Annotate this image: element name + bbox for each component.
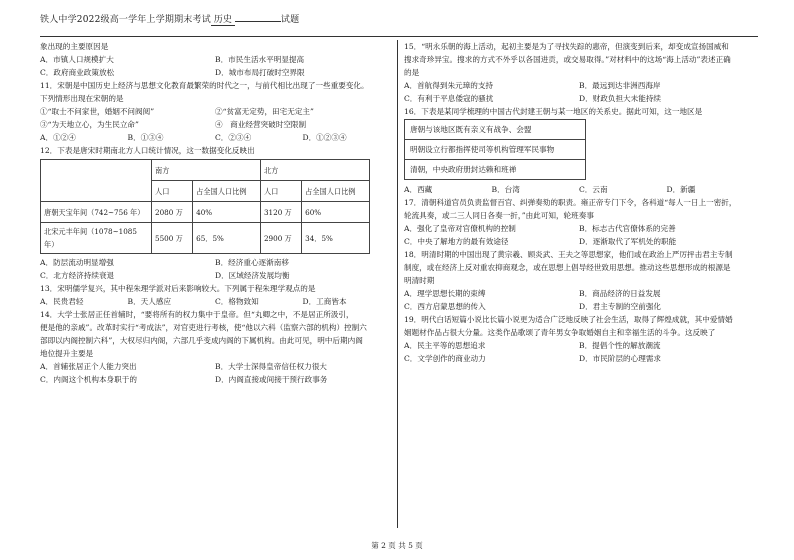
q17-stem: 17．清朝科道官员负责监督百官、纠弹奏劾的职责。雍正帝专门下令，各科道“每人一日上一密折， <box>404 198 737 207</box>
table-cell: 5500 万 <box>152 223 193 254</box>
q16-box-tang: 唐朝与该地区既有亲义有战争、会盟 <box>404 119 586 140</box>
table-cell: 2900 万 <box>260 223 301 254</box>
q14-options-row2 <box>40 373 390 386</box>
q10-options-row1 <box>40 53 390 66</box>
q15-options-row1 <box>404 79 754 92</box>
exam-title: 铁人中学2022级高一学年上学期期末考试 <box>40 15 211 25</box>
q14-stem: 14．大学士张居正任首辅时，“要将所有的权力集中于皇帝。但“丸卿之中，不是居正所汲引， <box>40 310 354 319</box>
q16-option-c: C．云南 <box>579 185 608 194</box>
q19-stem: 19．明代白话短篇小说比长篇小说更为适合广泛地反映了社会生活，取得了辉煌成就，其中爱情婚 <box>404 315 733 324</box>
table-row <box>41 202 370 223</box>
q17-option-b: B．标志古代官僚体系的完善 <box>579 224 676 233</box>
q18-stem-line2: 制度，或在经济上反对重农抑商观念，或在思想上倡导经世致用思想。推动这些思想形成的根源是 <box>404 263 731 272</box>
page-number: 第 2 页 共 5 页 <box>371 541 423 550</box>
q10-option-d: D．城市布局打破时空界限 <box>215 68 305 77</box>
right-column <box>404 40 754 365</box>
q19-option-a: A．民主平等的思想追求 <box>404 341 486 350</box>
q18-option-d: D．君主专制的空前强化 <box>579 302 662 311</box>
table-cell: 40% <box>193 202 261 223</box>
q11-stem: 11．宋朝是中国历史上经济与思想文化教育最繁荣的时代之一，与前代相比出现了一些重要变化。 <box>40 81 369 90</box>
left-column <box>40 40 390 386</box>
header-rule <box>40 36 758 37</box>
q16-option-b: B．台湾 <box>491 185 520 194</box>
q10-option-b: B．市民生活水平明显提高 <box>215 55 305 64</box>
q16-options <box>404 183 754 196</box>
q15-option-d: D．财政负担大未能持续 <box>579 94 662 103</box>
q11-option-b: B．①③④ <box>127 133 164 142</box>
table-cell: 3120 万 <box>260 202 301 223</box>
q11-options <box>40 131 390 144</box>
q13-options <box>40 295 390 308</box>
column-divider <box>397 40 398 528</box>
q18-options-row1 <box>404 287 754 300</box>
q17-option-d: D．逐渐取代了军机处的职能 <box>579 237 677 246</box>
table-north-header: 北方 <box>260 160 369 181</box>
table-south-ratio-header: 占全国人口比例 <box>193 181 261 202</box>
subject-blank-2 <box>235 21 281 22</box>
q16-stem: 16．下表是某同学梳理的中国古代封建王朝与某一地区的关系史。据此可知，这一地区是 <box>404 107 703 116</box>
q12-option-c: C．北方经济持续衰退 <box>40 271 115 280</box>
q17-options-row1 <box>404 222 754 235</box>
population-table <box>40 159 370 254</box>
q14-option-d: D．内阁直接或间接干预行政事务 <box>215 375 328 384</box>
q16-relation-boxes <box>404 119 754 180</box>
q13-option-c: C．格物致知 <box>215 297 259 306</box>
q16-box-qing: 清朝，中央政府册封达赖和班禅 <box>404 159 586 180</box>
q15-option-a: A．首航得到朱元璋的支持 <box>404 81 494 90</box>
q17-option-a: A．强化了皇帝对官僚机构的控制 <box>404 224 516 233</box>
q15-stem-line2: 搜求奇珍异宝。搜求的方式不外乎以各国进贡，或交易取得。”对材料中的这场“海上活动”表述正确 <box>404 55 731 64</box>
table-header-row <box>41 160 370 181</box>
exam-header <box>40 12 299 26</box>
exam-suffix: 试题 <box>280 15 300 25</box>
q19-option-b: B．提倡个性的解放潮流 <box>579 341 661 350</box>
table-south-pop-header: 人口 <box>152 181 193 202</box>
table-north-pop-header: 人口 <box>260 181 301 202</box>
q19-stem-line2: 姻题材作品占很大分量。这类作品歌颂了青年男女争取婚姻自主和幸福生活的斗争。这反映了 <box>404 328 716 337</box>
q17-option-c: C．中央了解地方的最有效途径 <box>404 237 509 246</box>
q15-stem-line3: 的是 <box>404 68 420 77</box>
q14-option-a: A．首辅张居正个人能力突出 <box>40 362 137 371</box>
q18-options-row2 <box>404 300 754 313</box>
q11-statement-1: ①“取士不问家世，婚姻不问阀阅” <box>40 107 155 116</box>
q11-option-d: D．①②③④ <box>302 133 347 142</box>
subject-blank: 历史 <box>211 12 235 26</box>
q16-option-a: A．西藏 <box>404 185 433 194</box>
q11-statement-2: ②“贫富无定势，田宅无定主” <box>215 107 314 116</box>
q13-option-a: A．民贵君轻 <box>40 297 84 306</box>
q13-stem: 13．宋明儒学复兴，其中程朱理学派对后来影响较大。下列属于程朱理学观点的是 <box>40 284 316 293</box>
q14-option-c: C．内阁这个机构本身职于的 <box>40 375 137 384</box>
q12-option-a: A．防层流动明显增强 <box>40 258 114 267</box>
q18-stem: 18．明清时期的中国出现了黄宗羲、顾炎武、王夫之等思想家，他们或在政治上严厉抨击君主专制 <box>404 250 733 259</box>
q12-options-row1 <box>40 256 390 269</box>
table-corner-cell <box>41 160 152 202</box>
table-cell: 2080 万 <box>152 202 193 223</box>
q13-option-b: B．天人感应 <box>127 297 172 306</box>
q18-stem-line3: 明清时期 <box>404 276 435 285</box>
q14-stem-line2: 便是他的亲戚”。改革时实行“考成法”，对官吏进行考核，使“他以六科（监察六部的机构）控制六 <box>40 323 367 332</box>
q11-stem-line2: 下列情形出现在宋朝的是 <box>40 94 124 103</box>
q18-option-a: A．理学思想长期的束缚 <box>404 289 486 298</box>
q12-option-d: D．区域经济发展均衡 <box>215 271 290 280</box>
table-period-cell: 唐朝天宝年间（742~756 年） <box>41 202 152 223</box>
q17-options-row2 <box>404 235 754 248</box>
q19-options-row2 <box>404 352 754 365</box>
q19-option-c: C．文学创作的商业动力 <box>404 354 486 363</box>
q11-statement-4: ④ 商业经营突破时空限制 <box>215 120 307 129</box>
table-south-header: 南方 <box>152 160 261 181</box>
q15-option-c: C．有利于平息倭寇的骚扰 <box>404 94 494 103</box>
q13-option-d: D．工商皆本 <box>302 297 347 306</box>
q14-stem-line3: 部即以内阁控制六科”，大权尽归内阁，六部几乎变成内阁的下属机构。由此可见，明中后期内阁 <box>40 336 363 345</box>
q14-option-b: B．大学士深得皇帝信任权力很大 <box>215 362 327 371</box>
table-cell: 60% <box>302 202 370 223</box>
table-cell: 65．5% <box>193 223 261 254</box>
q19-options-row1 <box>404 339 754 352</box>
q16-box-ming: 明朝设立行都指挥使司等机构管理军民事物 <box>404 139 586 160</box>
q15-options-row2 <box>404 92 754 105</box>
q12-options-row2 <box>40 269 390 282</box>
q11-option-a: A．①②④ <box>40 133 76 142</box>
q15-option-b: B．最远到达非洲西海岸 <box>579 81 661 90</box>
q12-stem: 12．下表是唐宋时期南北方人口统计情况，这一数据变化反映出 <box>40 146 255 155</box>
q14-stem-line4: 地位提升主要是 <box>40 349 94 358</box>
q10-option-c: C．政府商业政策放松 <box>40 68 115 77</box>
q10-stem-tail: 象出现的主要原因是 <box>40 42 109 51</box>
table-row <box>41 223 370 254</box>
q10-option-a: A．市镇人口规模扩大 <box>40 55 114 64</box>
q15-stem: 15．“明永乐朝的海上活动，起初主要是为了寻找失踪的惠帝，但演变到后来，却变成宣扬国威和 <box>404 42 729 51</box>
q16-option-d: D．新疆 <box>666 185 696 194</box>
q14-options-row1 <box>40 360 390 373</box>
table-cell: 34．5% <box>302 223 370 254</box>
q12-option-b: B．经济重心逐渐南移 <box>215 258 289 267</box>
q11-statements <box>40 105 390 131</box>
q19-option-d: D．市民阶层的心理需求 <box>579 354 662 363</box>
q18-option-b: B．商品经济的日益发展 <box>579 289 661 298</box>
table-period-cell: 北宋元丰年间（1078~1085 年） <box>41 223 152 254</box>
q11-statement-3: ③“为天地立心，为生民立命” <box>40 120 139 129</box>
q11-option-c: C．②③④ <box>215 133 252 142</box>
q10-options-row2 <box>40 66 390 79</box>
q17-stem-line2: 轮流具奏，或二三人同日各奏一折，”由此可知，轮班奏事 <box>404 211 594 220</box>
q18-option-c: C．西方启蒙思想的传入 <box>404 302 486 311</box>
table-north-ratio-header: 占全国人口比例 <box>302 181 370 202</box>
